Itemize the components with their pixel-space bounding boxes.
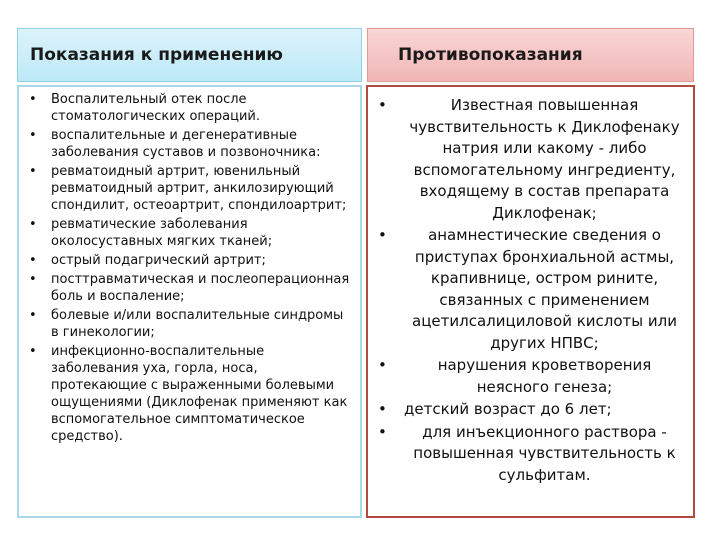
contraindications-panel	[366, 85, 695, 518]
contraindications-title: Противопоказания	[398, 45, 583, 65]
list-item	[372, 422, 685, 487]
list-item	[372, 399, 685, 421]
bullet-icon: •	[378, 96, 387, 114]
contraindications-list	[368, 87, 693, 486]
bullet-icon: •	[378, 422, 387, 441]
list-item	[372, 225, 685, 354]
list-item	[25, 252, 350, 269]
list-item	[372, 95, 685, 224]
list-item-text: острый подагрический артрит;	[51, 253, 266, 268]
bullet-icon: •	[29, 253, 37, 268]
bullet-icon: •	[29, 308, 37, 323]
list-item	[25, 163, 350, 214]
contraindications-header	[367, 28, 694, 82]
bullet-icon: •	[29, 92, 37, 107]
bullet-icon: •	[29, 164, 37, 179]
bullet-icon: •	[378, 226, 387, 244]
list-item-text: Известная повышенная чувствительность к Диклофенаку натрия или какому - либо вспомогательному ингредиенту, входящему в состав препарата Диклофенак;	[409, 96, 680, 222]
list-item-text: ревматоидный артрит, ювенильный ревматоидный артрит, анкилозирующий спондилит, остеоартрит, спондилоартрит;	[51, 164, 347, 213]
bullet-icon: •	[378, 356, 387, 374]
bullet-icon: •	[29, 344, 37, 359]
indications-header	[17, 28, 362, 82]
list-item-text: нарушения кроветворения неясного генеза;	[437, 356, 652, 396]
list-item-text: анамнестические сведения о приступах бронхиальной астмы, крапивнице, остром рините, связанных с применением ацетилсалициловой кислоты или других НПВС;	[412, 226, 677, 352]
list-item	[25, 343, 350, 445]
list-item-text: инфекционно-воспалительные заболевания уха, горла, носа, протекающие с выраженными болевыми ощущениями (Диклофенак применяют как вспомогательное симптоматическое средство).	[51, 344, 348, 444]
list-item	[372, 355, 685, 398]
list-item	[25, 91, 350, 125]
bullet-icon: •	[378, 400, 387, 418]
indications-list	[19, 87, 360, 445]
bullet-icon: •	[29, 272, 37, 287]
list-item-text: болевые и/или воспалительные синдромы в гинекологии;	[51, 308, 344, 340]
list-item	[25, 127, 350, 161]
list-item-text: посттравматическая и послеоперационная боль и воспаление;	[51, 272, 350, 304]
bullet-icon: •	[29, 128, 37, 143]
bullet-icon: •	[29, 217, 37, 232]
list-item-text: ревматические заболевания околосуставных мягких тканей;	[51, 217, 273, 249]
list-item	[25, 307, 350, 341]
list-item-text: для инъекционного раствора - повышенная чувствительность к сульфитам.	[413, 422, 676, 484]
list-item-text: воспалительные и дегенеративные заболевания суставов и позвоночника:	[51, 128, 321, 160]
list-item	[25, 216, 350, 250]
indications-title: Показания к применению	[30, 45, 283, 65]
list-item	[25, 271, 350, 305]
indications-panel	[17, 85, 362, 518]
list-item-text: Воспалительный отек после стоматологических операций.	[51, 92, 261, 124]
list-item-text: детский возраст до 6 лет;	[404, 400, 612, 418]
